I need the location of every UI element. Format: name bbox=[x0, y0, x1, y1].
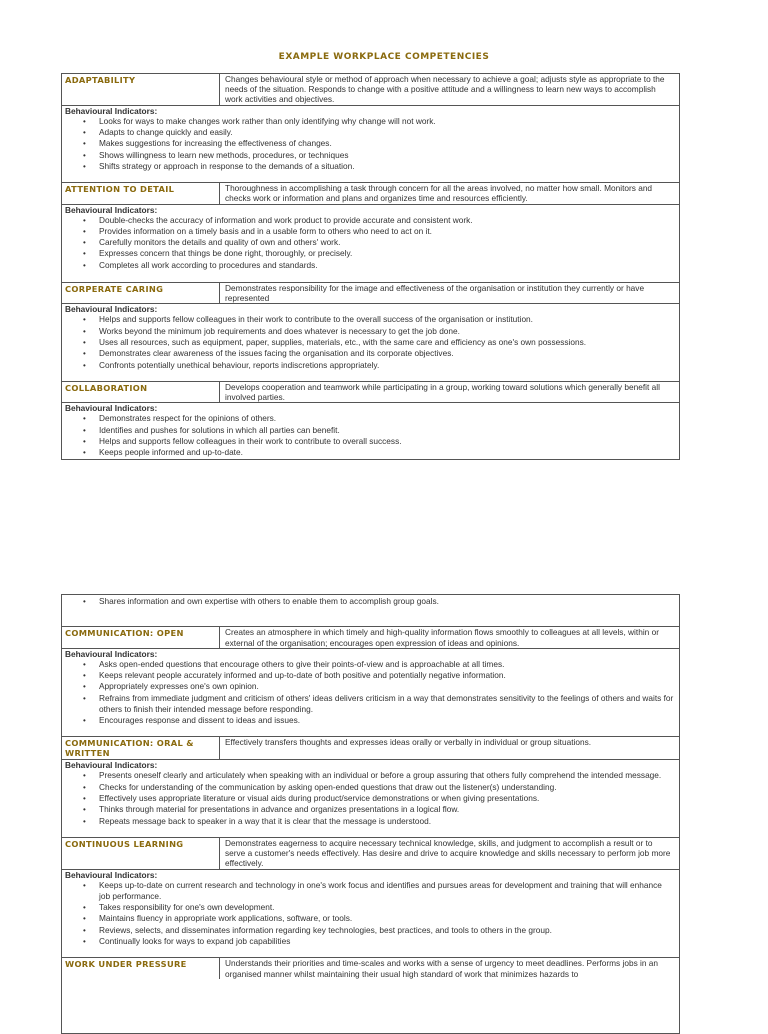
competency-name: COMMUNICATION: ORAL & WRITTEN bbox=[62, 737, 220, 759]
indicator-item: • Keeps relevant people accurately informed and up-to-date of both positive and potentially negative information. bbox=[99, 670, 675, 681]
indicator-item: • Keeps people informed and up-to-date. bbox=[99, 447, 675, 458]
competency-header bbox=[62, 283, 679, 304]
indicator-item: • Demonstrates respect for the opinions of others. bbox=[99, 413, 675, 424]
indicator-item: • Identifies and pushes for solutions in which all parties can benefit. bbox=[99, 425, 675, 436]
indicator-item: • Thinks through material for presentations in advance and organizes presentations in a logical flow. bbox=[99, 804, 675, 815]
competency-name: WORK UNDER PRESSURE bbox=[62, 958, 220, 978]
behavioural-indicators-label: Behavioural Indicators: bbox=[65, 403, 158, 414]
behavioural-indicators-label: Behavioural Indicators: bbox=[65, 648, 158, 659]
competency-description: Effectively transfers thoughts and expresses ideas orally or verbally in individual or group situations. bbox=[225, 737, 592, 748]
indicator-list bbox=[65, 880, 675, 948]
indicator-item: • Shows willingness to learn new methods, procedures, or techniques bbox=[99, 150, 675, 161]
indicator-item: • Adapts to change quickly and easily. bbox=[99, 127, 675, 138]
behavioural-indicators bbox=[62, 760, 679, 836]
indicator-item: • Helps and supports fellow colleagues in their work to contribute to the overall success of the organisation or institution. bbox=[99, 314, 675, 325]
indicator-item: • Reviews, selects, and disseminates information regarding key technologies, best practices, and tools to others in the group. bbox=[99, 925, 675, 936]
indicator-item: • Provides information on a timely basis and in a usable form to others who need to act on it. bbox=[99, 226, 675, 237]
competency-table-page-1 bbox=[61, 73, 680, 460]
indicator-list bbox=[65, 116, 675, 172]
indicator-item: • Helps and supports fellow colleagues in their work to contribute to overall success. bbox=[99, 436, 675, 447]
indicator-item: • Asks open-ended questions that encourage others to give their points-of-view and is approachable at all times. bbox=[99, 659, 675, 670]
competency-corperate-caring bbox=[62, 283, 679, 382]
indicator-item: • Presents oneself clearly and articulately when speaking with an individual or before a group assuring that others fully comprehend the intended message. bbox=[99, 770, 675, 781]
competency-description: Demonstrates eagerness to acquire necessary technical knowledge, skills, and judgment to accomplish a result or to serve a customer's needs effectively. Has desire and drive to acquire knowledge and skills necessary to perform job more effectively. bbox=[225, 837, 671, 869]
competency-name: ADAPTABILITY bbox=[62, 74, 220, 105]
indicator-list bbox=[65, 659, 675, 727]
competency-header bbox=[62, 183, 679, 204]
indicator-item: • Repeats message back to speaker in a way that it is clear that the message is understood. bbox=[99, 816, 675, 827]
indicator-list bbox=[65, 770, 675, 826]
competency-communication-oral-written bbox=[62, 737, 679, 837]
competency-description: Thoroughness in accomplishing a task through concern for all the areas involved, no matter how small. Monitors and checks work or information and plans and organizes time and resources efficiently. bbox=[225, 183, 653, 204]
competency-attention-to-detail bbox=[62, 183, 679, 283]
competency-adaptability bbox=[62, 74, 679, 183]
competency-description: Creates an atmosphere in which timely and high-quality information flows smoothly to colleagues at all levels, within or external of the organisation; encourages open expression of ideas and opinions. bbox=[225, 627, 659, 648]
competency-name: CORPERATE CARING bbox=[62, 283, 220, 303]
indicator-item: • Checks for understanding of the communication by asking open-ended questions that draw out the listener(s) understanding. bbox=[99, 782, 675, 793]
indicator-item: • Uses all resources, such as equipment, paper, supplies, materials, etc., with the same care and efficiency as one's own possessions. bbox=[99, 337, 675, 348]
indicator-item: • Confronts potentially unethical behaviour, reports indiscretions appropriately. bbox=[99, 360, 675, 371]
indicator-item: • Takes responsibility for one's own development. bbox=[99, 902, 675, 913]
indicator-item: • Expresses concern that things be done right, thoroughly, or precisely. bbox=[99, 248, 675, 259]
behavioural-indicators bbox=[62, 649, 679, 737]
indicator-item: • Continually looks for ways to expand job capabilities bbox=[99, 936, 675, 947]
page-title: EXAMPLE WORKPLACE COMPETENCIES bbox=[278, 52, 490, 62]
indicator-item: • Effectively uses appropriate literature or visual aids during product/service demonstrations or when giving presentations. bbox=[99, 793, 675, 804]
competency-description: Demonstrates responsibility for the image and effectiveness of the organisation or institution they currently or have represented bbox=[225, 282, 645, 304]
indicator-item: • Keeps up-to-date on current research and technology in one's work focus and identifies and pursues areas for development and training that will enhance job performance. bbox=[99, 880, 675, 903]
competency-name: COLLABORATION bbox=[62, 382, 220, 402]
continued-indicator-block bbox=[62, 595, 679, 626]
competency-table-page-2 bbox=[61, 594, 680, 1034]
competency-continuous-learning bbox=[62, 838, 679, 958]
indicator-item: • Shifts strategy or approach in response to the demands of a situation. bbox=[99, 161, 675, 172]
behavioural-indicators-label: Behavioural Indicators: bbox=[65, 304, 158, 315]
behavioural-indicators bbox=[62, 304, 679, 380]
continued-indicators bbox=[62, 595, 679, 627]
competency-name: CONTINUOUS LEARNING bbox=[62, 838, 220, 869]
competency-work-under-pressure bbox=[62, 958, 679, 978]
competency-name: ATTENTION TO DETAIL bbox=[62, 183, 220, 203]
indicator-item: • Completes all work according to procedures and standards. bbox=[99, 260, 675, 271]
indicator-item: • Refrains from immediate judgment and criticism of others' ideas delivers criticism in a way that demonstrates sensitivity to the feelings of others and waits for others to finish their intended message before responding. bbox=[99, 693, 675, 716]
indicator-item: • Appropriately expresses one's own opinion. bbox=[99, 681, 675, 692]
indicator-item: • Makes suggestions for increasing the effectiveness of changes. bbox=[99, 138, 675, 149]
competency-header bbox=[62, 958, 679, 978]
indicator-item: • Works beyond the minimum job requirements and does whatever is necessary to get the job done. bbox=[99, 326, 675, 337]
indicator-list bbox=[65, 215, 675, 271]
indicator-item: • Encourages response and dissent to ideas and issues. bbox=[99, 715, 675, 726]
indicator-item: • Demonstrates clear awareness of the issues facing the organisation and its corporate objectives. bbox=[99, 348, 675, 359]
indicator-list bbox=[65, 314, 675, 370]
indicator-item: • Double-checks the accuracy of information and work product to provide accurate and consistent work. bbox=[99, 215, 675, 226]
indicator-item: • Shares information and own expertise with others to enable them to accomplish group goals. bbox=[99, 596, 675, 607]
competency-description: Develops cooperation and teamwork while participating in a group, working toward solutions which generally benefit all involved parties. bbox=[225, 381, 660, 403]
competency-header bbox=[62, 627, 679, 648]
indicator-item: • Maintains fluency in appropriate work applications, software, or tools. bbox=[99, 913, 675, 924]
competency-header bbox=[62, 838, 679, 870]
behavioural-indicators-label: Behavioural Indicators: bbox=[65, 760, 158, 771]
competency-communication-open bbox=[62, 627, 679, 737]
competency-header bbox=[62, 74, 679, 106]
indicator-item: • Looks for ways to make changes work rather than only identifying why change will not work. bbox=[99, 116, 675, 127]
indicator-list bbox=[65, 413, 675, 458]
behavioural-indicators-label: Behavioural Indicators: bbox=[65, 869, 158, 880]
behavioural-indicators bbox=[62, 205, 679, 282]
behavioural-indicators bbox=[62, 106, 679, 182]
competency-header bbox=[62, 737, 679, 760]
behavioural-indicators-label: Behavioural Indicators: bbox=[65, 105, 158, 116]
behavioural-indicators bbox=[62, 870, 679, 958]
indicator-list bbox=[65, 596, 675, 607]
competency-header bbox=[62, 382, 679, 403]
indicator-item: • Carefully monitors the details and quality of own and others' work. bbox=[99, 237, 675, 248]
competency-name: COMMUNICATION: OPEN bbox=[62, 627, 220, 647]
competency-collaboration bbox=[62, 382, 679, 460]
behavioural-indicators-label: Behavioural Indicators: bbox=[65, 204, 158, 215]
behavioural-indicators bbox=[62, 403, 679, 459]
competency-description: Understands their priorities and time-scales and works with a sense of urgency to meet deadlines. Performs jobs in an organised manner whilst maintaining their usual high standard of work that minimizes hazards to bbox=[225, 958, 659, 979]
competency-description: Changes behavioural style or method of approach when necessary to achieve a goal; adjusts style as appropriate to the needs of the situation. Responds to change with a positive attitude and a willingness to learn new ways to accomplish work activities and objectives. bbox=[225, 74, 665, 105]
